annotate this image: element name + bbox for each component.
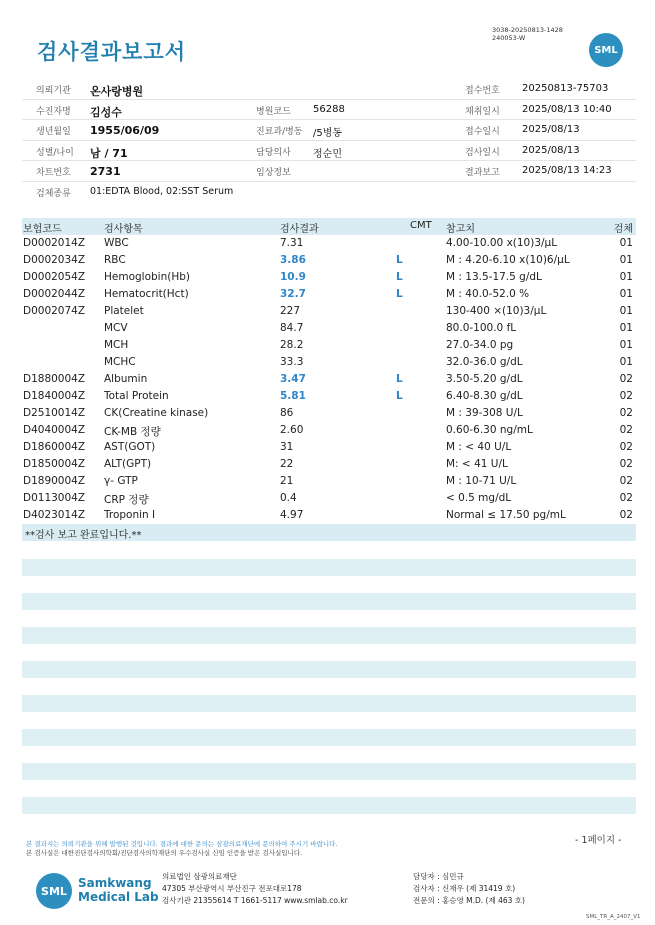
test-result: 84.7 xyxy=(280,322,304,334)
specimen-label: 검체종류 xyxy=(36,188,71,199)
test-date-label: 검사일시 xyxy=(465,147,500,158)
table-row xyxy=(22,320,636,337)
test-reference: M : 39-308 U/L xyxy=(446,407,523,419)
receipt-date-label: 접수일시 xyxy=(465,127,500,137)
test-flag: L xyxy=(396,254,403,266)
info-row xyxy=(22,79,636,100)
test-name: Albumin xyxy=(104,373,148,385)
notice-line-2: 본 검사실은 대한진단검사의학회/진단검사의학재단의 우수검사실 신임 인증을 받은 검사실입니다. xyxy=(26,848,303,857)
sex-age-label: 성별/나이 xyxy=(36,147,74,158)
test-reference: 3.50-5.20 g/dL xyxy=(446,373,523,385)
doctor-label: 담당의사 xyxy=(256,147,291,158)
test-name: WBC xyxy=(104,237,129,249)
test-specimen: 02 xyxy=(619,407,633,419)
org-address: 47305 부산광역시 부산진구 전포대로178 xyxy=(162,884,302,893)
table-row xyxy=(22,507,636,524)
test-name: Hemoglobin(Hb) xyxy=(104,271,191,283)
chart-label: 차트번호 xyxy=(36,168,71,178)
dept-value: /5병동 xyxy=(313,128,343,139)
collect-label: 채취일시 xyxy=(465,106,500,117)
test-code: D1840004Z xyxy=(23,390,86,402)
end-note: **검사 보고 완료입니다.** xyxy=(25,530,142,541)
table-row xyxy=(22,269,636,286)
test-result: 22 xyxy=(280,458,294,470)
receipt-no-value: 20250813-75703 xyxy=(522,83,609,94)
test-reference: 0.60-6.30 ng/mL xyxy=(446,424,533,436)
test-result: 227 xyxy=(280,305,301,317)
header-code: 보험코드 xyxy=(23,224,62,235)
document-code-line-2: 240053-W xyxy=(492,34,526,42)
table-row xyxy=(22,473,636,490)
blank-row xyxy=(22,661,636,678)
table-row xyxy=(22,405,636,422)
info-row xyxy=(22,161,636,182)
test-name: CK-MB 정량 xyxy=(104,426,161,438)
table-row xyxy=(22,371,636,388)
info-row xyxy=(22,141,636,162)
test-result: 33.3 xyxy=(280,356,304,368)
blank-row xyxy=(22,695,636,712)
blank-row xyxy=(22,729,636,746)
sex-age-value: 남 / 71 xyxy=(90,146,128,160)
test-name: CRP 정량 xyxy=(104,494,149,506)
test-flag: L xyxy=(396,373,403,385)
blank-row xyxy=(22,763,636,780)
test-result: 86 xyxy=(280,407,294,419)
staff-tester: 검사자 : 신재우 (제 31419 호) xyxy=(413,884,516,893)
hosp-code-value: 56288 xyxy=(313,103,345,115)
table-row xyxy=(22,439,636,456)
test-flag: L xyxy=(396,390,403,402)
test-code: D4040004Z xyxy=(23,424,86,436)
end-note-row xyxy=(22,524,636,541)
patient-label: 수진자명 xyxy=(36,106,71,117)
sml-logo: SML xyxy=(589,33,623,67)
test-name: CK(Creatine kinase) xyxy=(104,407,209,419)
test-code: D0002014Z xyxy=(23,237,86,249)
test-name: γ- GTP xyxy=(104,475,138,487)
test-code: D0002054Z xyxy=(23,271,86,283)
test-specimen: 01 xyxy=(619,254,633,266)
table-header xyxy=(22,218,636,235)
header-name: 검사항목 xyxy=(104,224,143,235)
header-cmt: CMT xyxy=(410,220,432,231)
brand-line-1: Samkwang xyxy=(78,876,152,890)
test-name: Troponin I xyxy=(104,509,156,521)
results-table xyxy=(22,218,636,541)
hospital-value: 온사랑병원 xyxy=(90,85,144,98)
test-specimen: 01 xyxy=(619,339,633,351)
test-result: 2.60 xyxy=(280,424,304,436)
table-row xyxy=(22,303,636,320)
test-reference: 80.0-100.0 fL xyxy=(446,322,517,334)
brand-line-2: Medical Lab xyxy=(78,890,159,904)
test-result: 21 xyxy=(280,475,294,487)
test-reference: M : 10-71 U/L xyxy=(446,475,517,487)
test-result: 10.9 xyxy=(280,271,306,283)
test-result: 31 xyxy=(280,441,294,453)
test-result: 3.47 xyxy=(280,373,306,385)
test-specimen: 02 xyxy=(619,441,633,453)
test-specimen: 01 xyxy=(619,356,633,368)
clinical-label: 임상정보 xyxy=(256,168,291,178)
table-row xyxy=(22,235,636,252)
header-ref: 참고치 xyxy=(446,224,475,235)
blank-row xyxy=(22,797,636,814)
test-reference: M : < 40 U/L xyxy=(446,441,512,453)
table-row xyxy=(22,456,636,473)
test-date-value: 2025/08/13 xyxy=(522,144,580,156)
test-specimen: 02 xyxy=(619,492,633,504)
test-reference: M: < 41 U/L xyxy=(446,458,508,470)
test-result: 32.7 xyxy=(280,288,306,300)
test-name: RBC xyxy=(104,254,126,266)
test-reference: 32.0-36.0 g/dL xyxy=(446,356,523,368)
test-result: 0.4 xyxy=(280,492,297,504)
test-flag: L xyxy=(396,288,403,300)
dept-label: 진료과/병동 xyxy=(256,127,303,137)
document-code xyxy=(492,26,563,42)
test-name: Hematocrit(Hct) xyxy=(104,288,189,300)
test-code: D0002034Z xyxy=(23,254,86,266)
test-code: D0002044Z xyxy=(23,288,86,300)
org-name: 의료법인 삼광의료재단 xyxy=(162,872,237,881)
test-specimen: 02 xyxy=(619,509,633,521)
page-title: 검사결과보고서 xyxy=(37,40,187,64)
report-label: 결과보고 xyxy=(465,168,500,178)
staff-info xyxy=(413,871,525,907)
dob-value: 1955/06/09 xyxy=(90,124,160,137)
test-result: 4.97 xyxy=(280,509,304,521)
table-row xyxy=(22,286,636,303)
test-code: D1890004Z xyxy=(23,475,86,487)
patient-info xyxy=(22,79,636,202)
hospital-label: 의뢰기관 xyxy=(36,86,71,96)
test-reference: M : 4.20-6.10 x(10)6/μL xyxy=(446,254,570,266)
test-specimen: 01 xyxy=(619,322,633,334)
table-body xyxy=(22,235,636,524)
test-name: Platelet xyxy=(104,305,144,317)
test-result: 28.2 xyxy=(280,339,304,351)
staff-specialist: 전문의 : 홍승영 M.D. (제 463 호) xyxy=(413,896,525,905)
test-code: D4023014Z xyxy=(23,509,86,521)
test-result: 7.31 xyxy=(280,237,304,249)
hosp-code-label: 병원코드 xyxy=(256,106,291,117)
test-flag: L xyxy=(396,271,403,283)
test-specimen: 02 xyxy=(619,390,633,402)
organization-info xyxy=(162,871,348,907)
test-name: MCV xyxy=(104,322,128,334)
test-specimen: 02 xyxy=(619,424,633,436)
table-row xyxy=(22,252,636,269)
page-number: - 1페이지 - xyxy=(575,835,622,846)
header-spec: 검체 xyxy=(613,224,633,235)
test-reference: 4.00-10.00 x(10)3/μL xyxy=(446,237,558,249)
test-code: D1860004Z xyxy=(23,441,86,453)
dob-label: 생년월일 xyxy=(36,127,71,137)
test-code: D0113004Z xyxy=(23,492,86,504)
test-specimen: 01 xyxy=(619,288,633,300)
test-specimen: 02 xyxy=(619,475,633,487)
table-row xyxy=(22,422,636,439)
document-code-line-1: 3038-20250813-1428 xyxy=(492,26,563,34)
test-reference: Normal ≤ 17.50 pg/mL xyxy=(446,509,566,521)
test-result: 3.86 xyxy=(280,254,306,266)
specimen-value: 01:EDTA Blood, 02:SST Serum xyxy=(90,185,234,197)
blank-row xyxy=(22,559,636,576)
test-specimen: 01 xyxy=(619,271,633,283)
test-specimen: 02 xyxy=(619,458,633,470)
test-code: D1880004Z xyxy=(23,373,86,385)
info-row xyxy=(22,182,636,203)
collect-value: 2025/08/13 10:40 xyxy=(522,103,612,115)
table-row xyxy=(22,388,636,405)
form-number: SML_TR_A_2407_V1 xyxy=(586,914,641,920)
test-name: Total Protein xyxy=(104,390,169,402)
report-value: 2025/08/13 14:23 xyxy=(522,165,612,176)
patient-value: 김성수 xyxy=(90,105,122,119)
test-code: D0002074Z xyxy=(23,305,86,317)
test-specimen: 01 xyxy=(619,237,633,249)
brand-name xyxy=(78,876,159,904)
table-row xyxy=(22,354,636,371)
footer-sml-logo: SML xyxy=(36,873,72,909)
blank-rows xyxy=(22,559,636,831)
test-reference: M : 13.5-17.5 g/dL xyxy=(446,271,542,283)
test-name: MCHC xyxy=(104,356,136,368)
report-notice xyxy=(26,840,337,857)
receipt-date-value: 2025/08/13 xyxy=(522,124,580,135)
chart-value: 2731 xyxy=(90,165,121,178)
test-code: D1850004Z xyxy=(23,458,86,470)
test-reference: 130-400 ×(10)3/μL xyxy=(446,305,547,317)
test-reference: < 0.5 mg/dL xyxy=(446,492,512,504)
test-specimen: 01 xyxy=(619,305,633,317)
org-contact: 검사기관 21355614 T 1661-5117 www.smlab.co.kr xyxy=(162,896,348,905)
blank-row xyxy=(22,593,636,610)
test-reference: M : 40.0-52.0 % xyxy=(446,288,530,300)
doctor-value: 정순민 xyxy=(313,148,342,160)
staff-manager: 담당자 : 심민규 xyxy=(413,872,464,881)
test-name: MCH xyxy=(104,339,129,351)
test-reference: 6.40-8.30 g/dL xyxy=(446,390,523,402)
test-result: 5.81 xyxy=(280,390,306,402)
test-code: D2510014Z xyxy=(23,407,86,419)
test-name: ALT(GPT) xyxy=(104,458,152,470)
test-specimen: 02 xyxy=(619,373,633,385)
table-row xyxy=(22,337,636,354)
info-row xyxy=(22,100,636,121)
notice-line-1: 본 결과지는 의뢰기관을 위해 발행된 것입니다. 결과에 대한 문의는 삼광의료재단에 문의하여 주시기 바랍니다. xyxy=(26,840,338,848)
info-row xyxy=(22,120,636,141)
table-row xyxy=(22,490,636,507)
receipt-no-label: 접수번호 xyxy=(465,86,500,96)
test-reference: 27.0-34.0 pg xyxy=(446,339,514,351)
test-name: AST(GOT) xyxy=(104,441,156,453)
header-result: 검사결과 xyxy=(280,224,319,235)
blank-row xyxy=(22,627,636,644)
